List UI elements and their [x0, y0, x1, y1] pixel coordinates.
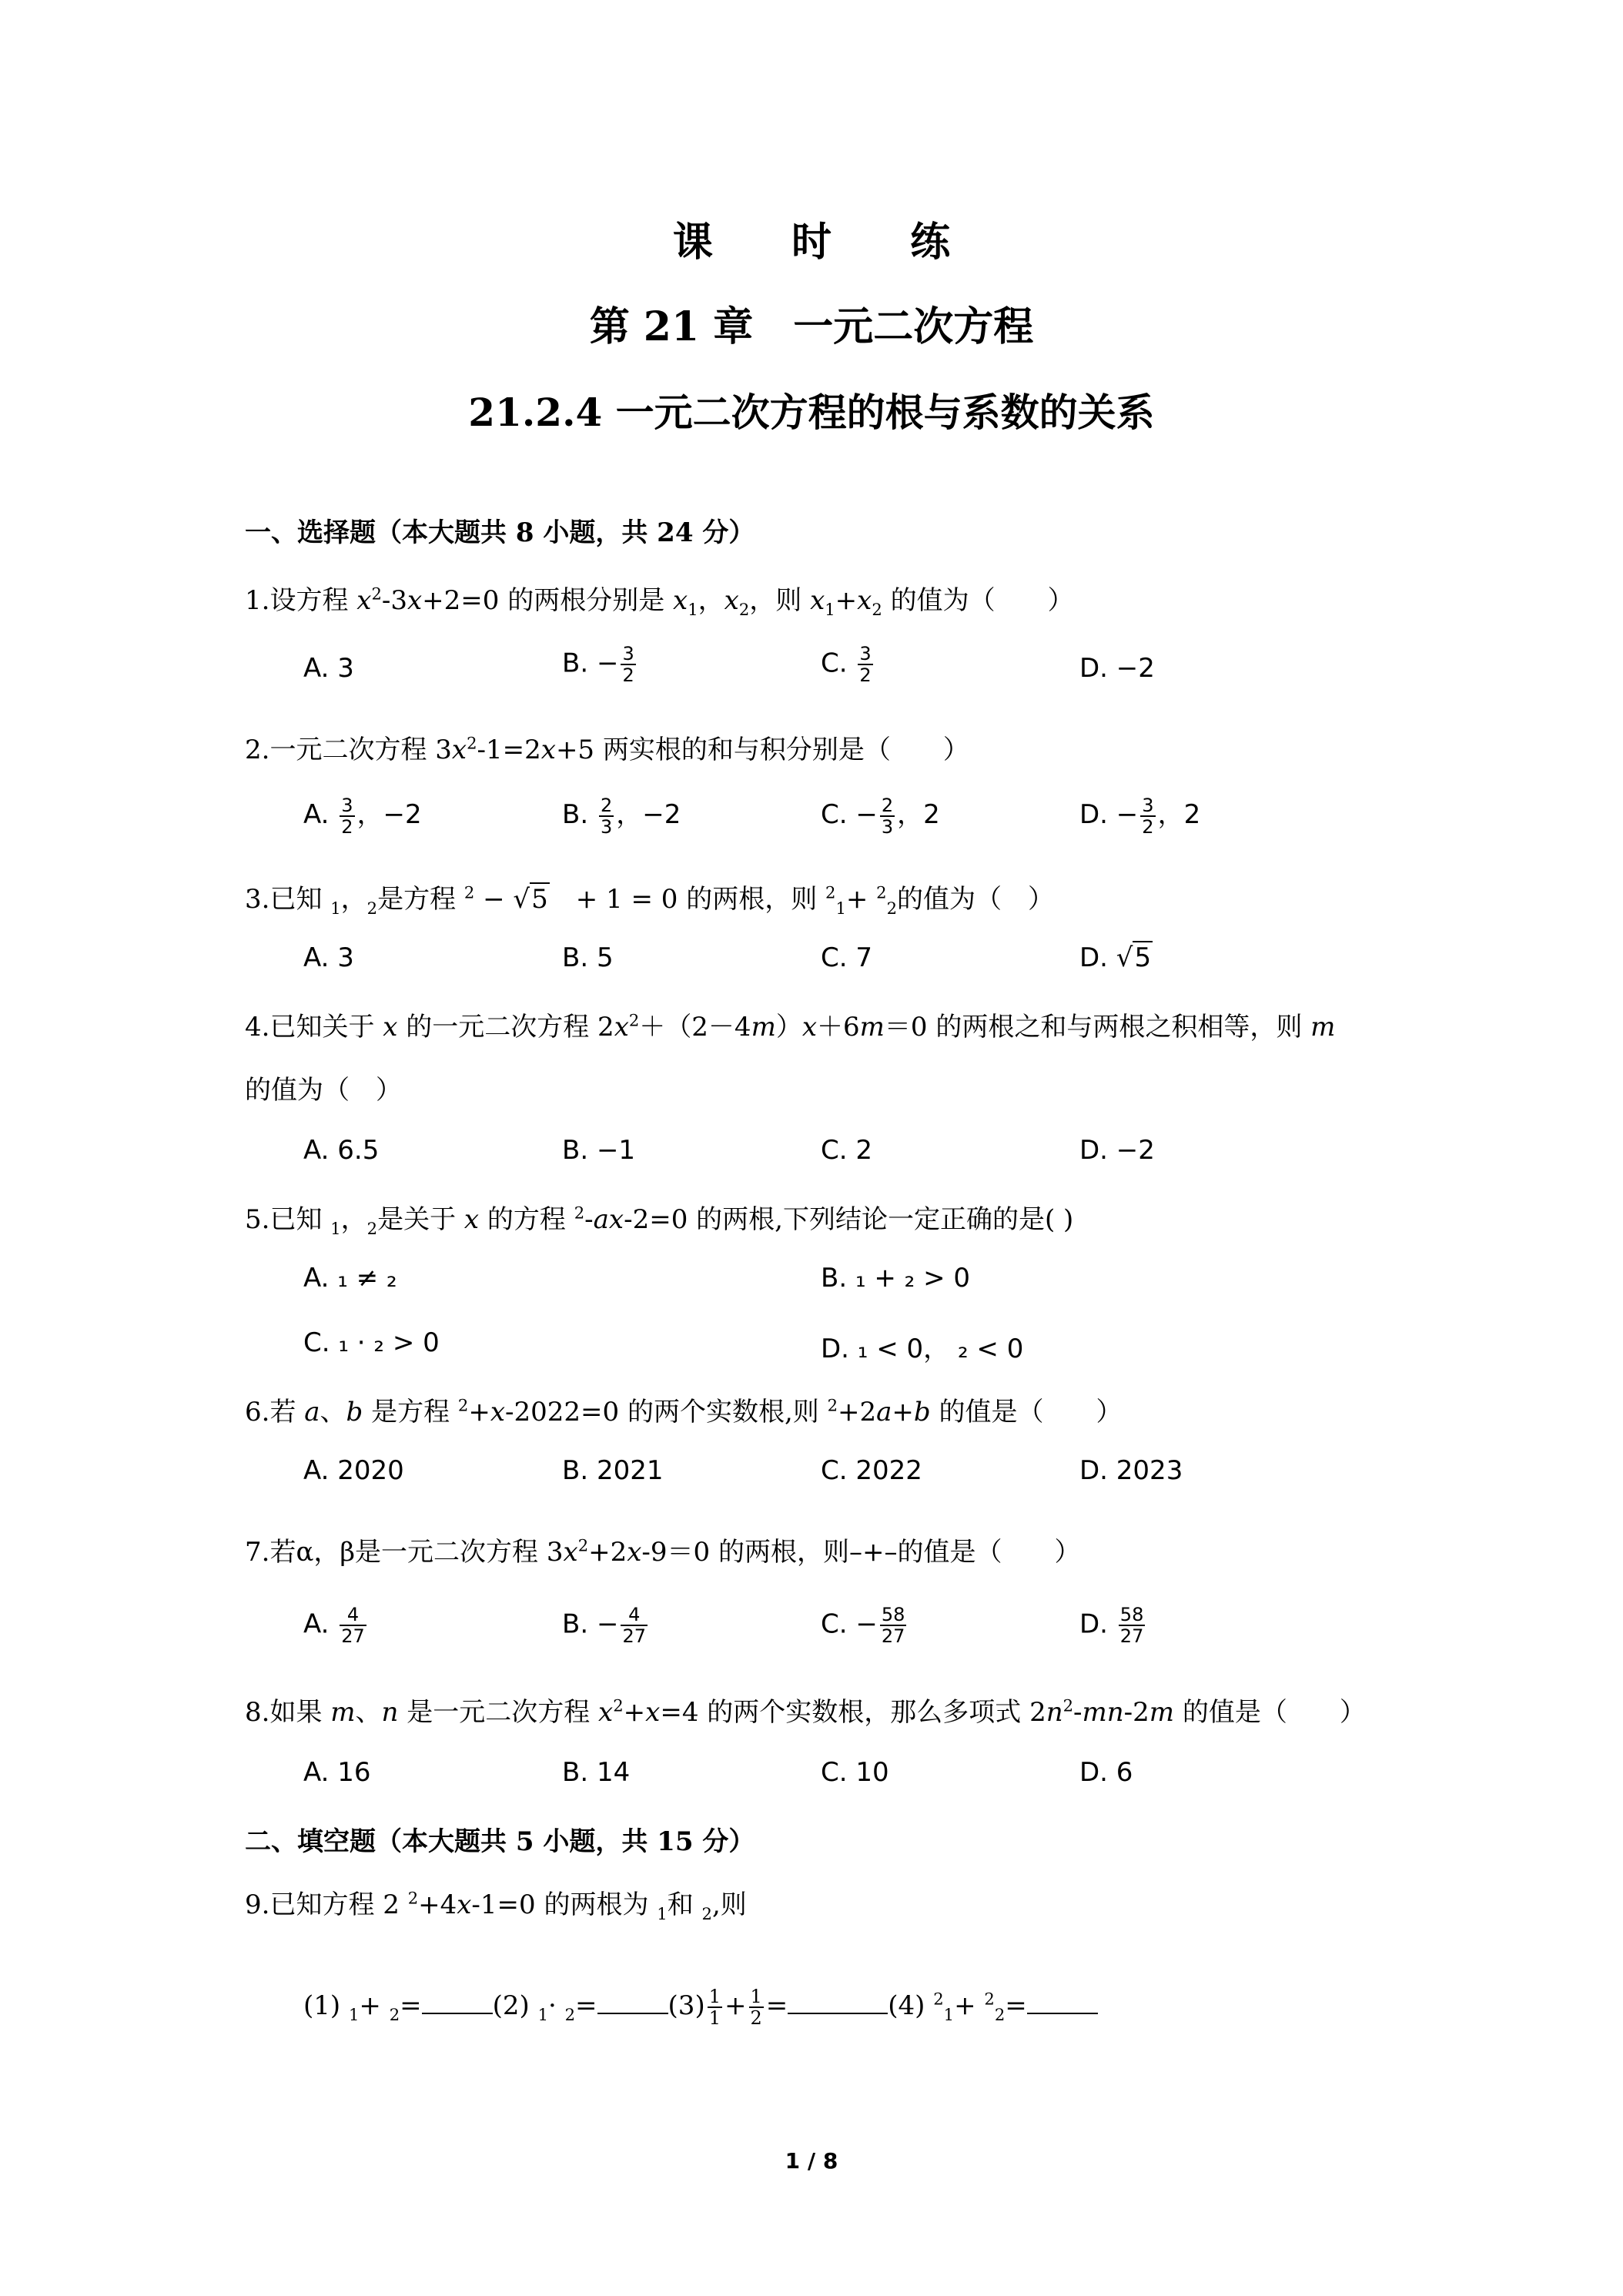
q2-option-a[interactable]: A. $\frac{3}{2}$ ，−2: [303, 794, 422, 838]
q3-option-a[interactable]: A. 3: [303, 942, 354, 973]
page-number: 1 / 8: [785, 2148, 838, 2174]
q3-option-c[interactable]: C. 7: [821, 942, 872, 973]
q4-option-c[interactable]: C. 2: [821, 1135, 872, 1166]
question-6: 6.若 a、b 是方程 $^2$+x-2022=0 的两个实数根,则 $^2$+2a+b 的值是（ ）: [245, 1395, 1123, 1427]
q6-option-a[interactable]: A. 2020: [303, 1455, 404, 1486]
q4-option-d[interactable]: D. −2: [1079, 1135, 1155, 1166]
q8-option-b[interactable]: B. 14: [562, 1757, 631, 1788]
q5-option-b[interactable]: B. ₁ + ₂ > 0: [821, 1263, 971, 1294]
q6-option-c[interactable]: C. 2022: [821, 1455, 922, 1486]
q2-option-d[interactable]: D. − $\frac{3}{2}$ ，2: [1079, 794, 1201, 838]
q9-blank-4[interactable]: [1027, 1986, 1098, 2014]
q7-option-a[interactable]: A. $\frac{4}{27}$: [303, 1604, 365, 1647]
chapter-title: 第 21 章 一元二次方程: [589, 303, 1034, 350]
section-heading-fill: 二、填空题（本大题共 5 小题，共 15 分）: [245, 1826, 755, 1857]
q2-option-b[interactable]: B. $\frac{2}{3}$ ，−2: [562, 794, 681, 838]
q7-option-d[interactable]: D. $\frac{58}{27}$: [1079, 1604, 1144, 1647]
q8-option-d[interactable]: D. 6: [1079, 1757, 1133, 1788]
q5-option-a[interactable]: A. ₁ ≠ ₂: [303, 1263, 397, 1294]
question-7: 7.若α，β是一元二次方程 $3x^2+2x-9=0$ 的两根，则–+–的值是（ ）: [245, 1535, 1081, 1568]
q1-option-c[interactable]: C. $\frac{3}{2}$: [821, 643, 872, 686]
q9-blank-2[interactable]: [597, 1986, 668, 2014]
q9-blank-3[interactable]: [788, 1986, 888, 2014]
question-4: 4.已知关于 x 的一元二次方程 $2x^2+(2-4m)x+6m=0$ 的两根之和与两根之积相等，则 m: [245, 1010, 1336, 1043]
question-9: 9.已知方程 2 $^2$+4x-1=0 的两根为 $_1$和 $_2$,则: [245, 1888, 747, 1923]
q4-option-b[interactable]: B. −1: [562, 1135, 636, 1166]
q6-option-d[interactable]: D. 2023: [1079, 1455, 1183, 1486]
q3-option-d[interactable]: D. √5: [1079, 942, 1152, 973]
q1-option-d[interactable]: D. −2: [1079, 653, 1155, 684]
question-8: 8.如果 m、n 是一元二次方程 $x^2+x=4$ 的两个实数根，那么多项式 $2n^2-mn-2m$ 的值是（ ）: [245, 1695, 1366, 1728]
question-2: 2.一元二次方程 $3x^2-1=2x+5$ 两实根的和与积分别是（ ）: [245, 733, 969, 765]
question-9-parts: (1) $_1$+ $_2$= (2) $_1$· $_2$= (3) $\frac{1}{1}$ + $\frac{1}{2}$ = (4) $^2_1$+ $^2_2$=: [303, 1986, 1098, 2028]
q8-option-a[interactable]: A. 16: [303, 1757, 371, 1788]
q9-blank-1[interactable]: [422, 1986, 493, 2014]
q6-option-b[interactable]: B. 2021: [562, 1455, 664, 1486]
q1-option-b[interactable]: B. − $\frac{3}{2}$: [562, 643, 634, 686]
q2-option-c[interactable]: C. − $\frac{2}{3}$ ，2: [821, 794, 940, 838]
question-4-line-2: 的值为（ ）: [245, 1075, 402, 1106]
q8-option-c[interactable]: C. 10: [821, 1757, 889, 1788]
page-title: 课 时 练: [672, 219, 983, 266]
q1-option-a[interactable]: A. 3: [303, 653, 354, 684]
q5-option-c[interactable]: C. ₁ · ₂ > 0: [303, 1327, 440, 1358]
q7-option-c[interactable]: C. − $\frac{58}{27}$: [821, 1604, 905, 1647]
section-heading-choice: 一、选择题（本大题共 8 小题，共 24 分）: [245, 517, 755, 548]
question-5: 5.已知 $_1$，$_2$是关于 x 的方程 $^2$-ax-2=0 的两根,下列结论一定正确的是( ): [245, 1203, 1074, 1238]
q4-option-a[interactable]: A. 6.5: [303, 1135, 380, 1166]
section-title: 21.2.4 一元二次方程的根与系数的关系: [468, 390, 1155, 435]
q5-option-d[interactable]: D. ₁ < 0， ₂ < 0: [821, 1334, 1024, 1364]
question-3: 3.已知 $_1$，$_2$是方程 $^2$ − √5 + 1 = 0 的两根，则 $^2_1$+ $^2_2$的值为（ ）: [245, 882, 1055, 918]
q7-option-b[interactable]: B. − $\frac{4}{27}$: [562, 1604, 646, 1647]
q3-option-b[interactable]: B. 5: [562, 942, 614, 973]
question-1: 1.设方程 $x^2-3x+2=0$ 的两根分别是 $x_1$，$x_2$，则 $x_1+x_2$ 的值为（ ）: [245, 584, 1074, 619]
